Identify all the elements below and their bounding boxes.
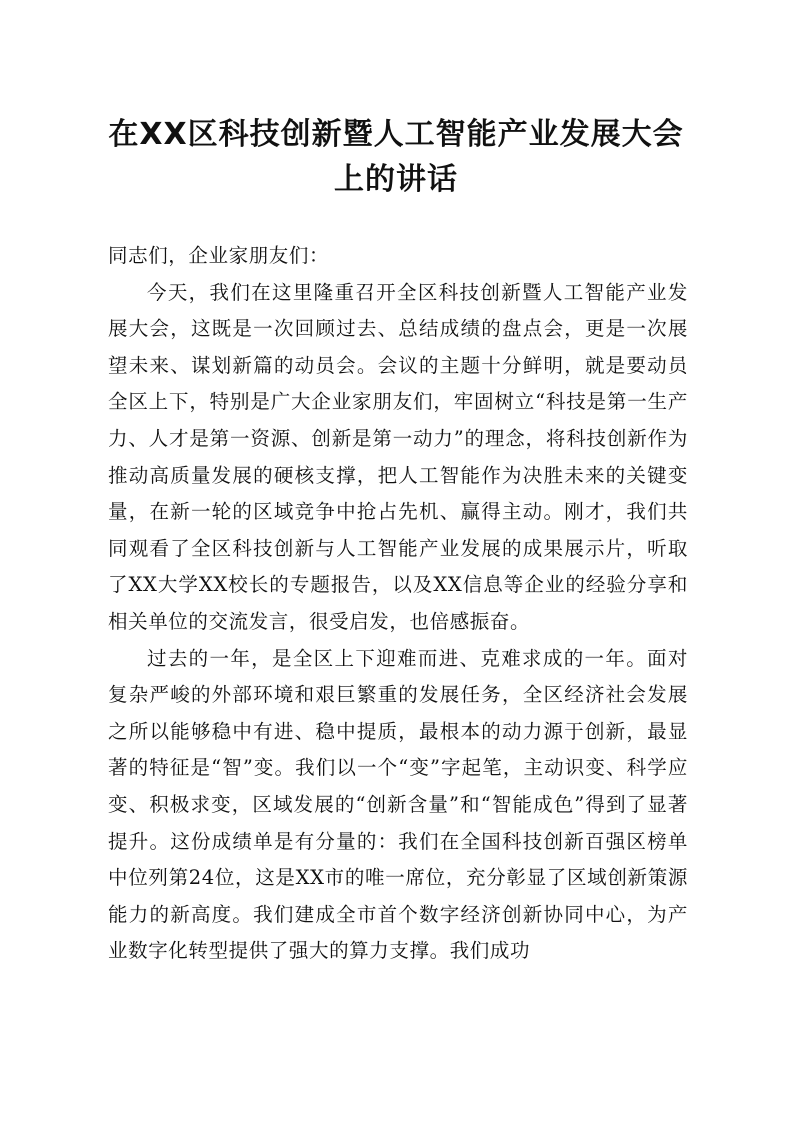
- paragraph-2: 过去的一年，是全区上下迎难而进、克难求成的一年。面对复杂严峻的外部环境和艰巨繁重的发展任务，全区经济社会发展之所以能够稳中有进、稳中提质，最根本的动力源于创新，最显著的特征是“智”变。我们以一个“变”字起笔，主动识变、科学应变、积极求变，区域发展的“创新含量”和“智能成色”得到了显著提升。这份成绩单是有分量的：我们在全国科技创新百强区榜单中位列第24位，这是XX市的唯一席位，充分彰显了区域创新策源能力的新高度。我们建成全市首个数字经济创新协同中心，为产业数字化转型提供了强大的算力支撑。我们成功: [108, 646, 688, 963]
- document-body: [108, 238, 688, 970]
- paragraph-1: 今天，我们在这里隆重召开全区科技创新暨人工智能产业发展大会，这既是一次回顾过去、总结成绩的盘点会，更是一次展望未来、谋划新篇的动员会。会议的主题十分鲜明，就是要动员全区上下，特别是广大企业家朋友们，牢固树立“科技是第一生产力、人才是第一资源、创新是第一动力”的理念，将科技创新作为推动高质量发展的硬核支撑，把人工智能作为决胜未来的关键变量，在新一轮的区域竞争中抢占先机、赢得主动。刚才，我们共同观看了全区科技创新与人工智能产业发展的成果展示片，听取了XX大学XX校长的专题报告，以及XX信息等企业的经验分享和相关单位的交流发言，很受启发，也倍感振奋。: [108, 280, 688, 633]
- salutation: 同志们，企业家朋友们：: [108, 244, 330, 267]
- document-title: 在XX区科技创新暨人工智能产业发展大会上的讲话: [108, 117, 684, 197]
